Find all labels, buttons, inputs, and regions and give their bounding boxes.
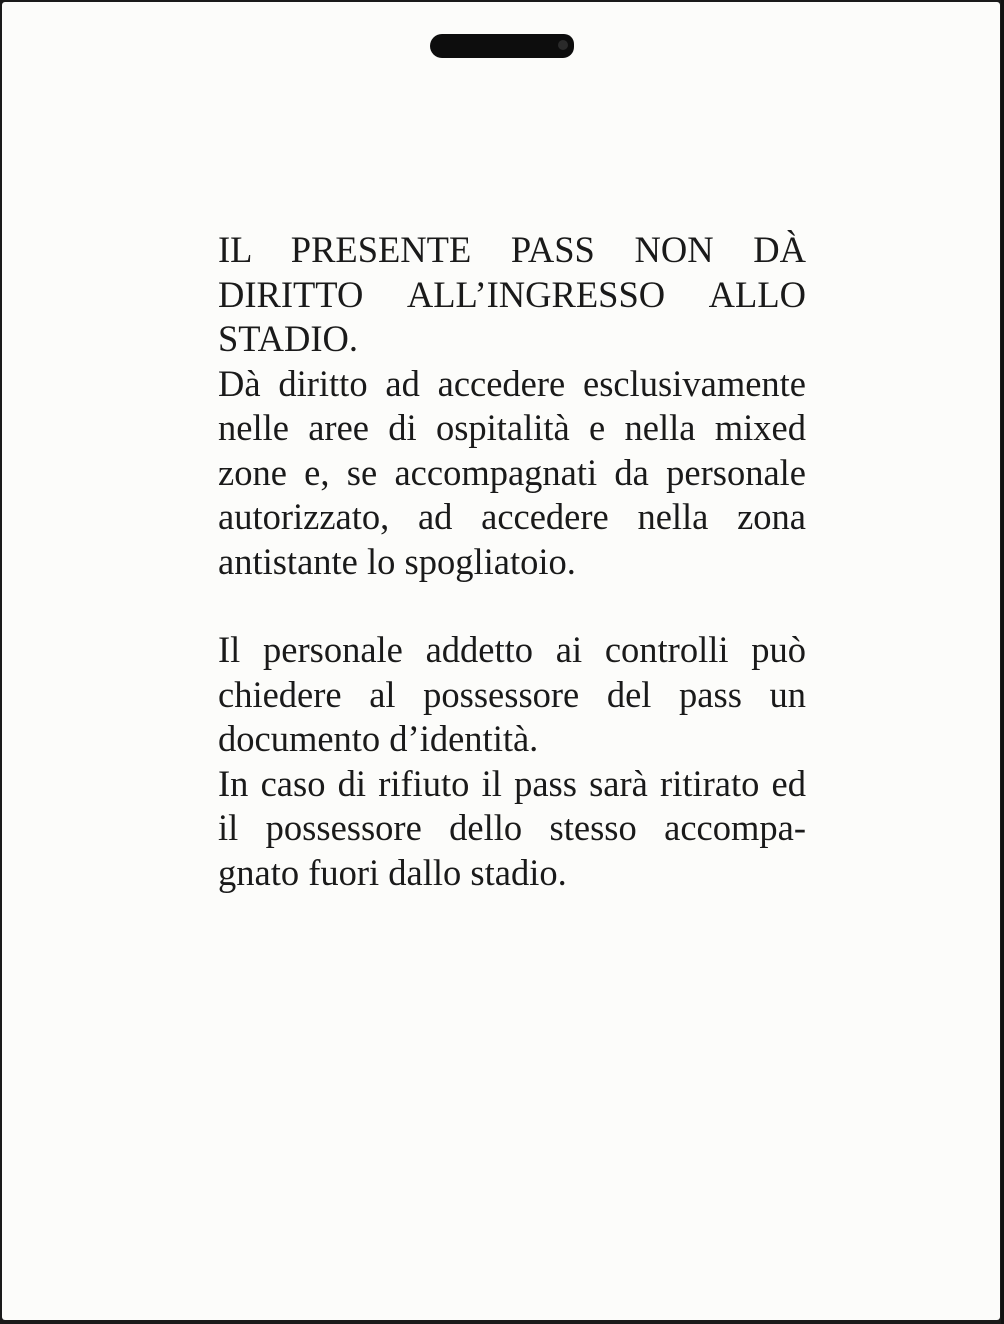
paragraph-line: Dà diritto ad accedere esclusivamente (218, 362, 806, 404)
heading-line: DIRITTO ALL’INGRESSO ALLO (218, 273, 806, 315)
paragraph-gap (218, 584, 806, 628)
paragraph-line: autorizzato, ad accedere nella zona (218, 496, 806, 537)
paragraph-line: il possessore dello stesso accompa- (218, 807, 806, 848)
refusal-paragraph (218, 762, 806, 896)
identity-check-paragraph (218, 628, 806, 762)
heading-line: IL PRESENTE PASS NON DÀ (218, 229, 806, 270)
paragraph-line: In caso di rifiuto il pass sarà ritirato ed (218, 762, 806, 804)
access-rights-paragraph (218, 362, 806, 585)
paragraph-line: Il personale addetto ai controlli può (218, 629, 806, 670)
paragraph-line: documento d’identità. (218, 718, 539, 759)
pass-card-back (2, 2, 1000, 1320)
paragraph-line: zone e, se accompagnati da personale (218, 451, 806, 493)
paragraph-line: gnato fuori dallo stadio. (218, 851, 567, 893)
lanyard-slot (430, 34, 574, 58)
heading-line: STADIO. (218, 318, 359, 359)
paragraph-line: antistante lo spogliatoio. (218, 540, 576, 582)
heading-notice (218, 228, 806, 362)
pass-rules-text (218, 228, 806, 895)
paragraph-line: nelle aree di ospitalità e nella mixed (218, 407, 806, 448)
paragraph-line: chiedere al possessore del pass un (218, 673, 806, 715)
